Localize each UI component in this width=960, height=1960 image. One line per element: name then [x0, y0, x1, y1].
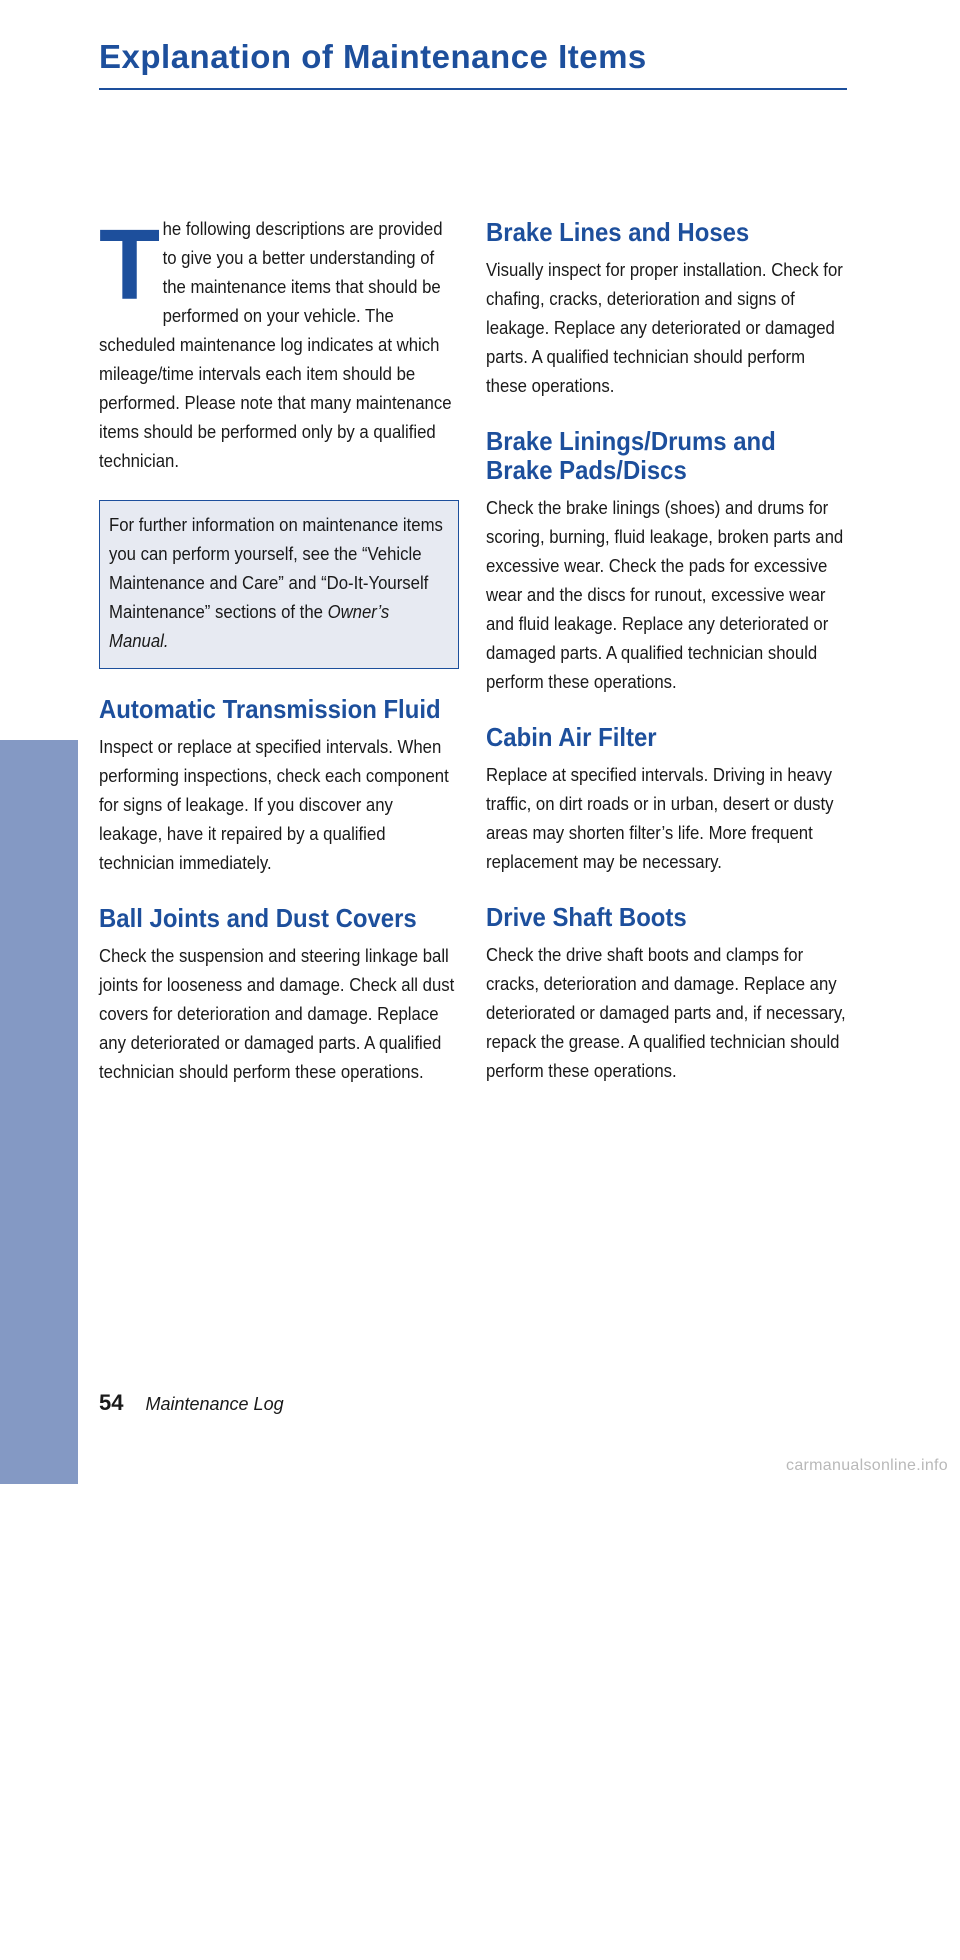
- section-body: Check the drive shaft boots and clamps for cracks, deterioration and damage. Replace any deteriorated or damaged parts and, if necessary, repack the grease. A qualified technician should perform these operations.: [486, 945, 846, 1081]
- title-divider: [99, 88, 847, 90]
- section-heading: Automatic Transmission Fluid: [99, 694, 441, 724]
- section-body: Inspect or replace at specified intervals. When performing inspections, check each component for signs of leakage. If you discover any leakage, have it repaired by a qualified technician immediately.: [99, 737, 449, 873]
- section-ball-joints-and-dust-covers: [99, 904, 461, 1087]
- left-column: [99, 209, 461, 1087]
- section-heading: Brake Linings/Drums and Brake Pads/Discs: [486, 426, 776, 485]
- section-brake-lines-and-hoses: [486, 218, 848, 401]
- section-body: Check the brake linings (shoes) and drums for scoring, burning, fluid leakage, broken parts and excessive wear. Check the pads for excessive wear and the discs for runout, excessive wear and fluid leakage. Replace any deteriorated or damaged parts. A qualified technician should perform these operations.: [486, 498, 844, 692]
- watermark: carmanualsonline.info: [786, 1457, 948, 1474]
- intro-text: he following descriptions are provided to give you a better understanding of the maintenance items that should be performed on your vehicle. The scheduled maintenance log indicates at which mileage/time intervals each item should be performed. Please note that many maintenance items should be performed only by a qualified technician.: [99, 219, 452, 471]
- info-box-body: For further information on maintenance items you can perform yourself, see the “Vehicle Maintenance and Care” and “Do-It-Yourself Maintenance” sections of the: [109, 515, 443, 622]
- drop-cap: T: [99, 209, 161, 321]
- section-heading: Brake Lines and Hoses: [486, 217, 750, 247]
- intro-paragraph: [99, 209, 461, 476]
- section-cabin-air-filter: [486, 723, 848, 877]
- page-footer: [99, 1390, 284, 1416]
- section-body: Visually inspect for proper installation. Check for chafing, cracks, deterioration and signs of leakage. Replace any deteriorated or damaged parts. A qualified technician should perform these operations.: [486, 260, 843, 396]
- right-column: [486, 215, 848, 1086]
- section-drive-shaft-boots: [486, 903, 848, 1086]
- section-heading: Cabin Air Filter: [486, 722, 657, 752]
- section-brake-linings-drums-pads-discs: [486, 427, 848, 697]
- section-heading: Drive Shaft Boots: [486, 902, 687, 932]
- section-automatic-transmission-fluid: [99, 695, 461, 878]
- info-box-text: [109, 511, 448, 656]
- side-tab: [0, 740, 78, 1960]
- page-title: Explanation of Maintenance Items: [99, 38, 647, 75]
- manual-title: Owner’s Manual.: [109, 602, 390, 651]
- section-heading: Ball Joints and Dust Covers: [99, 903, 417, 933]
- section-body: Check the suspension and steering linkage ball joints for looseness and damage. Check all dust covers for deterioration and damage. Replace any deteriorated or damaged parts. A qualified technician should perform these operations.: [99, 946, 455, 1082]
- footer-label: Maintenance Log: [145, 1394, 284, 1414]
- section-body: Replace at specified intervals. Driving in heavy traffic, on dirt roads or in urban, desert or dusty areas may shorten filter’s life. More frequent replacement may be necessary.: [486, 765, 834, 872]
- info-box: [99, 500, 459, 669]
- page-number: 54: [99, 1390, 124, 1415]
- side-tab-label: MAINTENANCE: [23, 1734, 54, 1960]
